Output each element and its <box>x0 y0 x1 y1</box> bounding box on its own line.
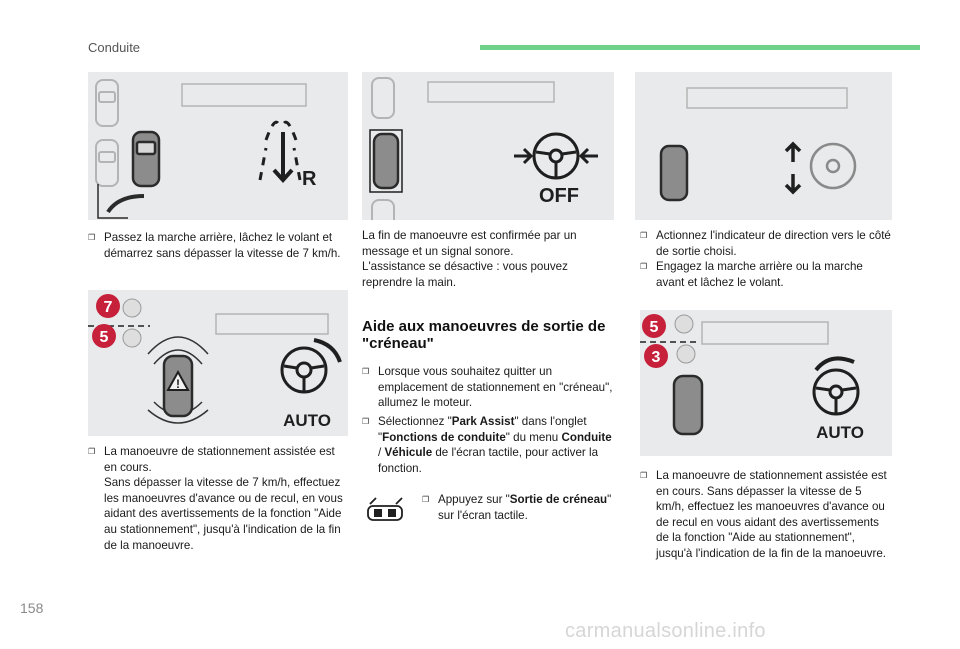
own-car <box>674 376 702 434</box>
small-wheel-icon <box>675 315 693 333</box>
park-exit-icon <box>366 494 404 524</box>
svg-text:7: 7 <box>103 299 113 316</box>
col3-bullet-3: ❒ La manoeuvre de stationnement assistée est en cours. Sans dépasser la vitesse de 5 km/h, effectuez les manoeuvres d'avance ou de recul en vous aidant des avertissements de la fonction "Aide au stationnement", jusqu'à l'indication de la fin de la manoeuvre. <box>640 468 892 562</box>
section-heading: Aide aux manoeuvres de sortie de "créneau" <box>362 318 606 352</box>
small-wheel-icon <box>677 345 695 363</box>
page-number: 158 <box>20 600 44 616</box>
svg-text:5: 5 <box>99 329 109 346</box>
indicator-up-icon <box>786 144 800 162</box>
col2-intro: La fin de manoeuvre est confirmée par un message et un signal sonore. L'assistance se désactive : vous pouvez reprendre la main. <box>362 229 577 289</box>
col1-bullet-2: ❒ La manoeuvre de stationnement assistée est en cours. Sans dépasser la vitesse de 7 km/h, effectuez les manoeuvres d'avance ou de recul, en vous aidant des avertissements de la fonction "Aide au stationnement", jusqu'à l'indication de la fin de la manoeuvre. <box>88 444 343 553</box>
illustration-maneuver-end <box>362 72 614 220</box>
steering-wheel-icon <box>282 348 326 392</box>
illustration-assisted-maneuver <box>88 290 348 436</box>
arrow-in-right-icon <box>581 149 598 163</box>
parked-car-outline-top <box>96 80 118 126</box>
col1-bullet-1: ❒ Passez la marche arrière, lâchez le volant et démarrez sans dépasser la vitesse de 7 km/h. <box>88 230 343 261</box>
svg-text:!: ! <box>176 377 180 391</box>
col2-bullet-1: ❒ Lorsque vous souhaitez quitter un emplacement de stationnement en "créneau", allumez le moteur. <box>362 364 614 411</box>
steering-wheel-icon <box>814 370 858 414</box>
own-car <box>661 146 687 200</box>
col2-bullet-2: ❒ Sélectionnez "Park Assist" dans l'onglet "Fonctions de conduite" du menu Conduite / Véhicule de l'écran tactile, pour activer la fonction. <box>362 414 614 476</box>
illustration-reverse-start <box>88 72 348 220</box>
svg-text:5: 5 <box>649 319 659 336</box>
col2-bullet-3: ❒ Appuyez sur "Sortie de créneau" sur l'écran tactile. <box>422 492 612 523</box>
steering-wheel-icon <box>811 144 855 188</box>
parked-car-outline-bottom <box>96 140 118 186</box>
illustration-exit-maneuver <box>640 310 892 456</box>
rotation-arrow-icon <box>314 340 340 362</box>
own-car <box>133 132 159 186</box>
illustration-indicator <box>635 72 892 220</box>
screen-outline <box>182 84 306 106</box>
indicator-down-icon <box>786 174 800 192</box>
watermark: carmanualsonline.info <box>565 620 766 642</box>
off-label: OFF <box>539 185 579 207</box>
auto-label: AUTO <box>816 423 864 442</box>
section-title: Conduite <box>88 40 141 55</box>
svg-text:3: 3 <box>651 349 661 366</box>
steering-wheel-icon <box>534 134 578 178</box>
rotation-arrow-icon <box>816 358 854 370</box>
sensor-arcs-icon <box>260 122 300 180</box>
auto-label: AUTO <box>283 411 331 430</box>
gear-r-badge: R <box>302 168 317 190</box>
col3-bullets-1-2: ❒ Actionnez l'indicateur de direction vers le côté de sortie choisi. ❒ Engagez la marche arrière ou la marche avant et lâchez le volant. <box>640 228 892 290</box>
reverse-trajectory-arrow <box>108 196 144 212</box>
own-car <box>374 134 398 188</box>
arrow-in-left-icon <box>514 149 531 163</box>
header-accent-bar <box>480 45 920 50</box>
reverse-arrow-icon <box>274 132 292 180</box>
small-wheel-icon <box>123 299 141 317</box>
small-wheel-icon <box>123 329 141 347</box>
